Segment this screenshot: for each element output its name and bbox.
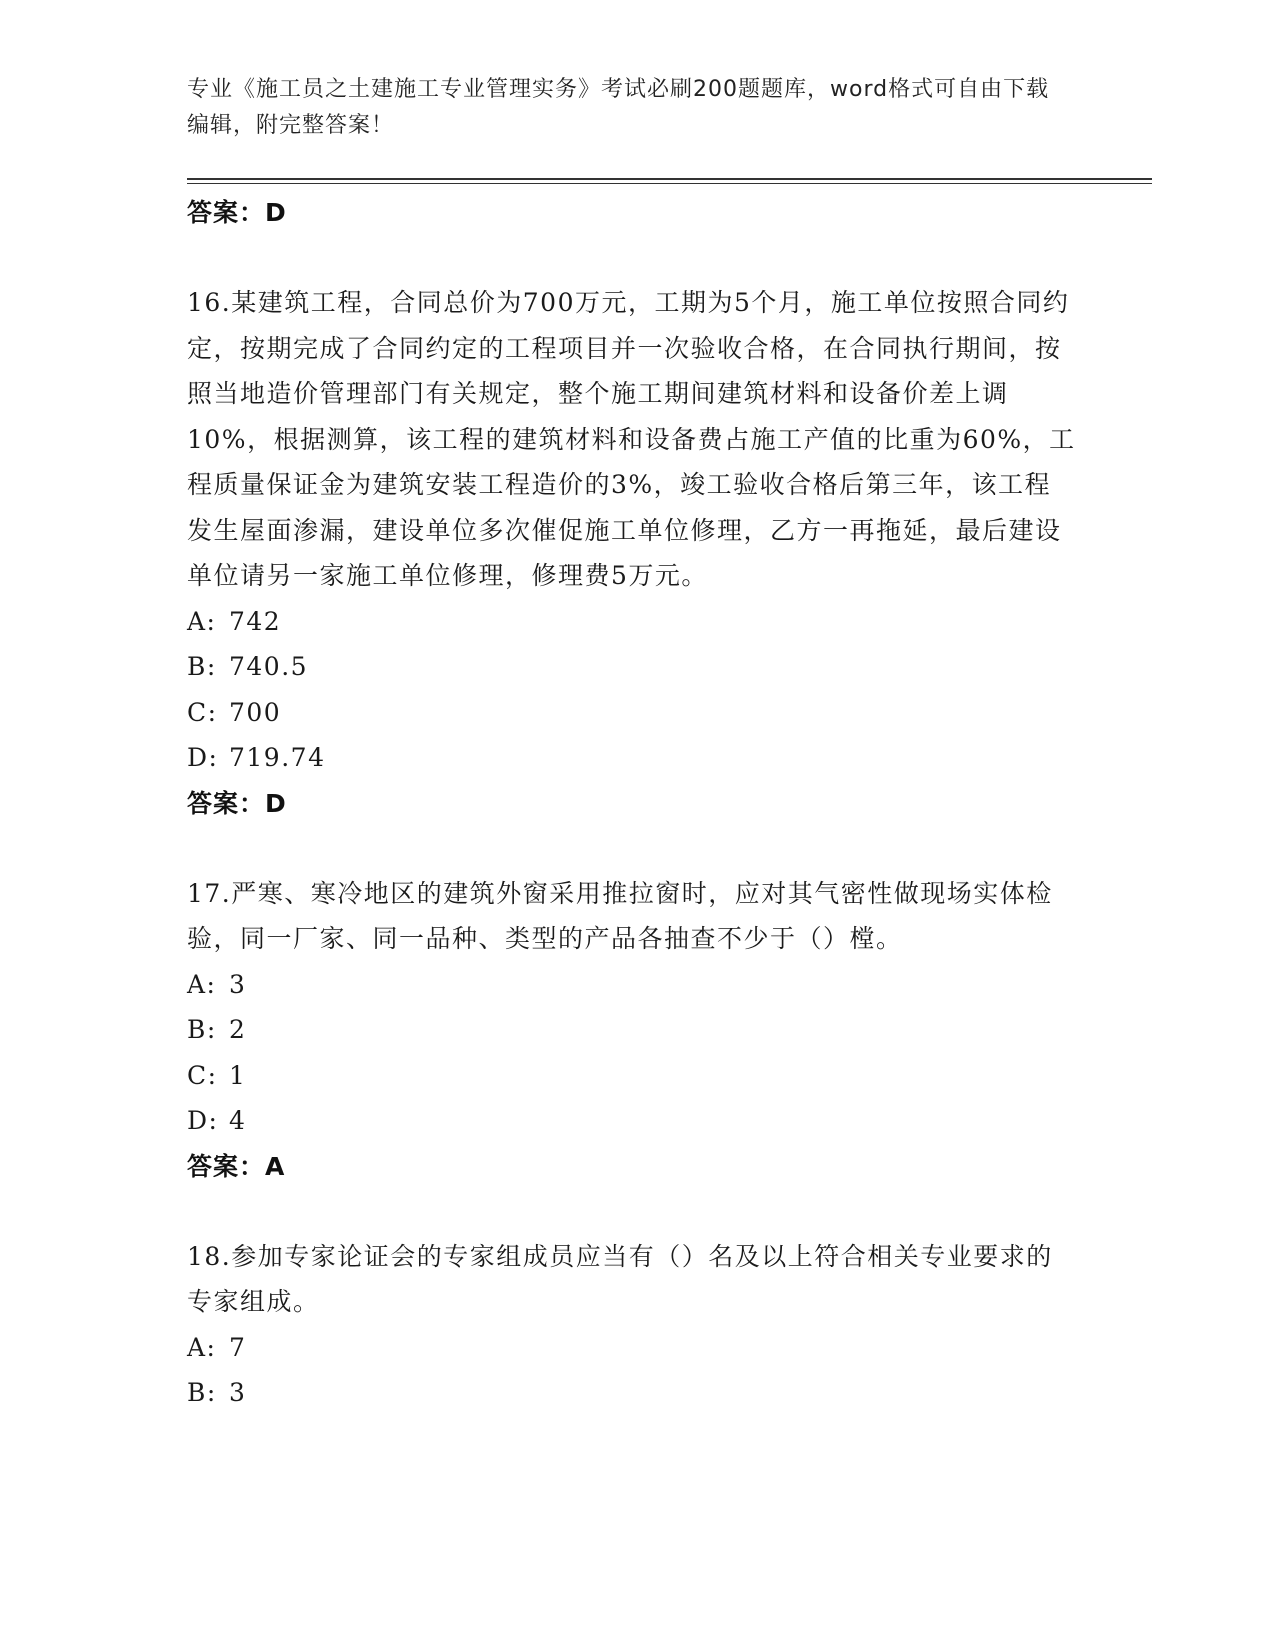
question-stem-18: 18.参加专家论证会的专家组成员应当有（）名及以上符合相关专业要求的专家组成。 (187, 1241, 1053, 1316)
option-letter: B: (187, 652, 217, 681)
option-letter: B: (187, 1378, 217, 1407)
header-divider-thin (187, 183, 1152, 184)
option-text: 740.5 (229, 652, 309, 681)
question-stem-17: 17.严寒、寒冷地区的建筑外窗采用推拉窗时，应对其气密性做现场实体检验，同一厂家、同一品种、类型的产品各抽查不少于（）樘。 (187, 878, 1053, 953)
option-text: 700 (229, 697, 282, 727)
answer-16: 答案：D (187, 788, 287, 818)
option-text: 719.74 (229, 743, 326, 772)
option-text: 3 (229, 1378, 247, 1407)
question-content (187, 190, 1087, 1416)
option-text: 742 (229, 606, 282, 636)
option-a (187, 962, 1087, 1008)
option-b (187, 1370, 1087, 1416)
option-letter: A: (187, 606, 217, 636)
option-b (187, 644, 1087, 690)
option-text: 2 (229, 1015, 247, 1044)
answer-17: 答案：A (187, 1151, 286, 1181)
option-letter: D: (187, 1106, 219, 1135)
option-c (187, 690, 1087, 736)
option-c (187, 1053, 1087, 1099)
option-letter: D: (187, 743, 219, 772)
option-letter: C: (187, 1060, 218, 1090)
option-b (187, 1007, 1087, 1053)
option-a (187, 1325, 1087, 1371)
option-text: 3 (229, 969, 247, 999)
option-text: 4 (229, 1106, 247, 1135)
option-d (187, 1098, 1087, 1144)
option-d (187, 735, 1087, 781)
question-stem-16: 16.某建筑工程，合同总价为700万元，工期为5个月，施工单位按照合同约定，按期完成了合同约定的工程项目并一次验收合格，在合同执行期间，按照当地造价管理部门有关规定，整个施工期间建筑材料和设备价差上调10%，根据测算，该工程的建筑材料和设备费占施工产值的比重为60%，工程质量保证金为建筑安装工程造价的3%，竣工验收合格后第三年，该工程发生屋面渗漏，建设单位多次催促施工单位修理，乙方一再拖延，最后建设单位请另一家施工单位修理，修理费5万元。 (187, 288, 1076, 590)
page-header-title: 专业《施工员之土建施工专业管理实务》考试必刷200题题库，word格式可自由下载编辑，附完整答案！ (187, 77, 1050, 138)
option-letter: C: (187, 697, 218, 727)
option-letter: A: (187, 1332, 217, 1362)
option-text: 1 (229, 1060, 247, 1090)
header-divider (187, 178, 1152, 180)
option-a (187, 599, 1087, 645)
prev-answer: 答案：D (187, 198, 287, 227)
option-letter: B: (187, 1015, 217, 1044)
option-letter: A: (187, 969, 217, 999)
option-text: 7 (229, 1332, 247, 1362)
